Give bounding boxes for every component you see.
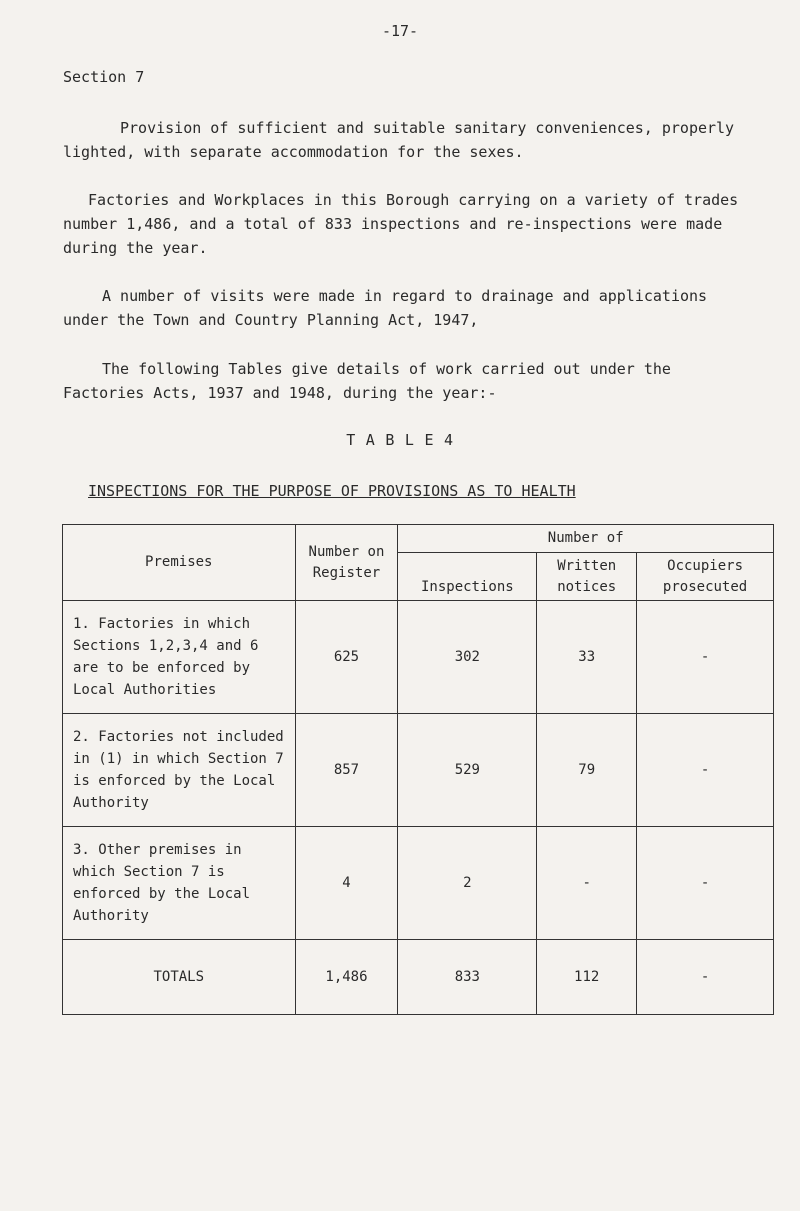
totals-label: TOTALS (63, 940, 296, 1015)
paragraph: A number of visits were made in regard to drainage and applications under the Town and Country Planning Act, 1947, (63, 287, 708, 329)
header-written-notices: Written notices (537, 553, 637, 601)
notices-cell: 79 (537, 714, 637, 827)
table-heading: INSPECTIONS FOR THE PURPOSE OF PROVISIONS AS TO HEALTH (88, 482, 576, 500)
header-number-on-register: Number on Register (295, 525, 398, 601)
table-title: T A B L E 4 (346, 431, 454, 449)
register-cell: 1,486 (295, 940, 398, 1015)
table-row (63, 827, 774, 940)
table-row (63, 601, 774, 714)
paragraph: The following Tables give details of work carried out under the Factories Acts, 1937 and 1948, during the year:- (63, 360, 671, 402)
header-inspections: Inspections (398, 553, 537, 601)
prosecuted-cell: - (637, 827, 774, 940)
paragraph: Factories and Workplaces in this Borough carrying on a variety of trades number 1,486, and a total of 833 inspections and re-inspections were made during the year. (63, 191, 739, 257)
prosecuted-cell: - (637, 601, 774, 714)
premises-cell: 1. Factories in which Sections 1,2,3,4 and 6 are to be enforced by Local Authorities (63, 601, 296, 714)
paragraph: Provision of sufficient and suitable sanitary conveniences, properly lighted, with separate accommodation for the sexes. (63, 119, 735, 161)
register-cell: 625 (295, 601, 398, 714)
notices-cell: 33 (537, 601, 637, 714)
header-premises: Premises (63, 525, 296, 601)
header-number-of: Number of (398, 525, 774, 553)
page-number: -17- (381, 22, 419, 40)
notices-cell: - (537, 827, 637, 940)
register-cell: 4 (295, 827, 398, 940)
table-row (63, 714, 774, 827)
notices-cell: 112 (537, 940, 637, 1015)
prosecuted-cell: - (637, 714, 774, 827)
totals-row (63, 940, 774, 1015)
inspections-cell: 833 (398, 940, 537, 1015)
section-heading: Section 7 (63, 68, 145, 86)
premises-cell: 3. Other premises in which Section 7 is enforced by the Local Authority (63, 827, 296, 940)
inspections-cell: 2 (398, 827, 537, 940)
inspections-cell: 302 (398, 601, 537, 714)
header-occupiers-prosecuted: Occupiers prosecuted (637, 553, 774, 601)
inspections-cell: 529 (398, 714, 537, 827)
inspections-table (62, 524, 774, 1015)
prosecuted-cell: - (637, 940, 774, 1015)
premises-cell: 2. Factories not included in (1) in which Section 7 is enforced by the Local Authority (63, 714, 296, 827)
register-cell: 857 (295, 714, 398, 827)
